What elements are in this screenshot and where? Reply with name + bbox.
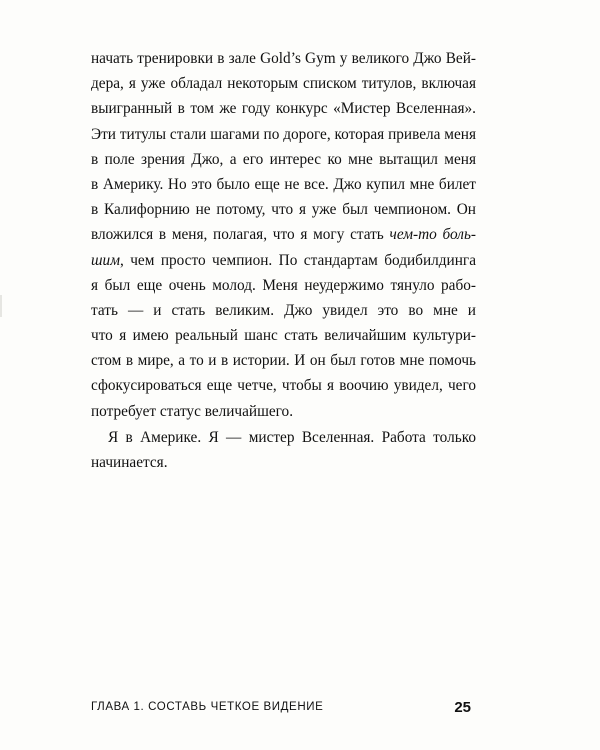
italic-text: шим — [91, 251, 120, 269]
text-segment: вложился в меня, полагая, что я могу стать — [91, 226, 384, 244]
body-text — [91, 46, 476, 475]
text-line: выигранный в том же году конкурс «Мистер Вселенная». — [91, 100, 476, 118]
paragraph-1 — [91, 46, 476, 424]
text-line-with-italic — [91, 248, 476, 273]
text-line-last: потребует статус величайшего. — [91, 402, 294, 420]
text-line-with-italic — [91, 222, 476, 247]
text-line: в поле зрения Джо, а его интерес ко мне вытащил меня — [91, 150, 476, 168]
text-line: что я имею реальный шанс стать величайшим культури- — [91, 327, 476, 345]
paragraph-2 — [91, 425, 476, 475]
text-segment: , чем просто чемпион. По стандартам бодибилдинга — [119, 251, 476, 269]
spine-shadow — [0, 295, 2, 317]
text-line: дера, я уже обладал некоторым списком титулов, включая — [91, 75, 476, 93]
text-line: Эти титулы стали шагами по дороге, которая привела меня — [91, 125, 476, 143]
text-line: начать тренировки в зале Gold’s Gym у великого Джо Вей- — [91, 50, 476, 67]
text-line: в Америку. Но это было еще не все. Джо купил мне билет — [91, 175, 476, 193]
text-line: сфокусироваться еще четче, чтобы я воочию увидел, чего — [91, 377, 476, 395]
text-line: Я в Америке. Я — мистер Вселенная. Работа только — [108, 428, 476, 446]
running-footer-chapter-title: ГЛАВА 1. СОСТАВЬ ЧЕТКОЕ ВИДЕНИЕ — [91, 701, 324, 713]
text-line: стом в мире, а то и в истории. И он был готов мне помочь — [91, 352, 476, 370]
page-number: 25 — [454, 699, 471, 716]
italic-text: чем-то боль- — [389, 226, 476, 244]
text-line-last: начинается. — [91, 454, 168, 471]
text-line: я был еще очень молод. Меня неудержимо тянуло рабо- — [91, 276, 476, 294]
text-line: тать — и стать великим. Джо увидел это во мне и — [91, 301, 476, 319]
page-footer — [91, 699, 471, 719]
text-line: в Калифорнию не потому, что я уже был чемпионом. Он — [91, 201, 476, 219]
